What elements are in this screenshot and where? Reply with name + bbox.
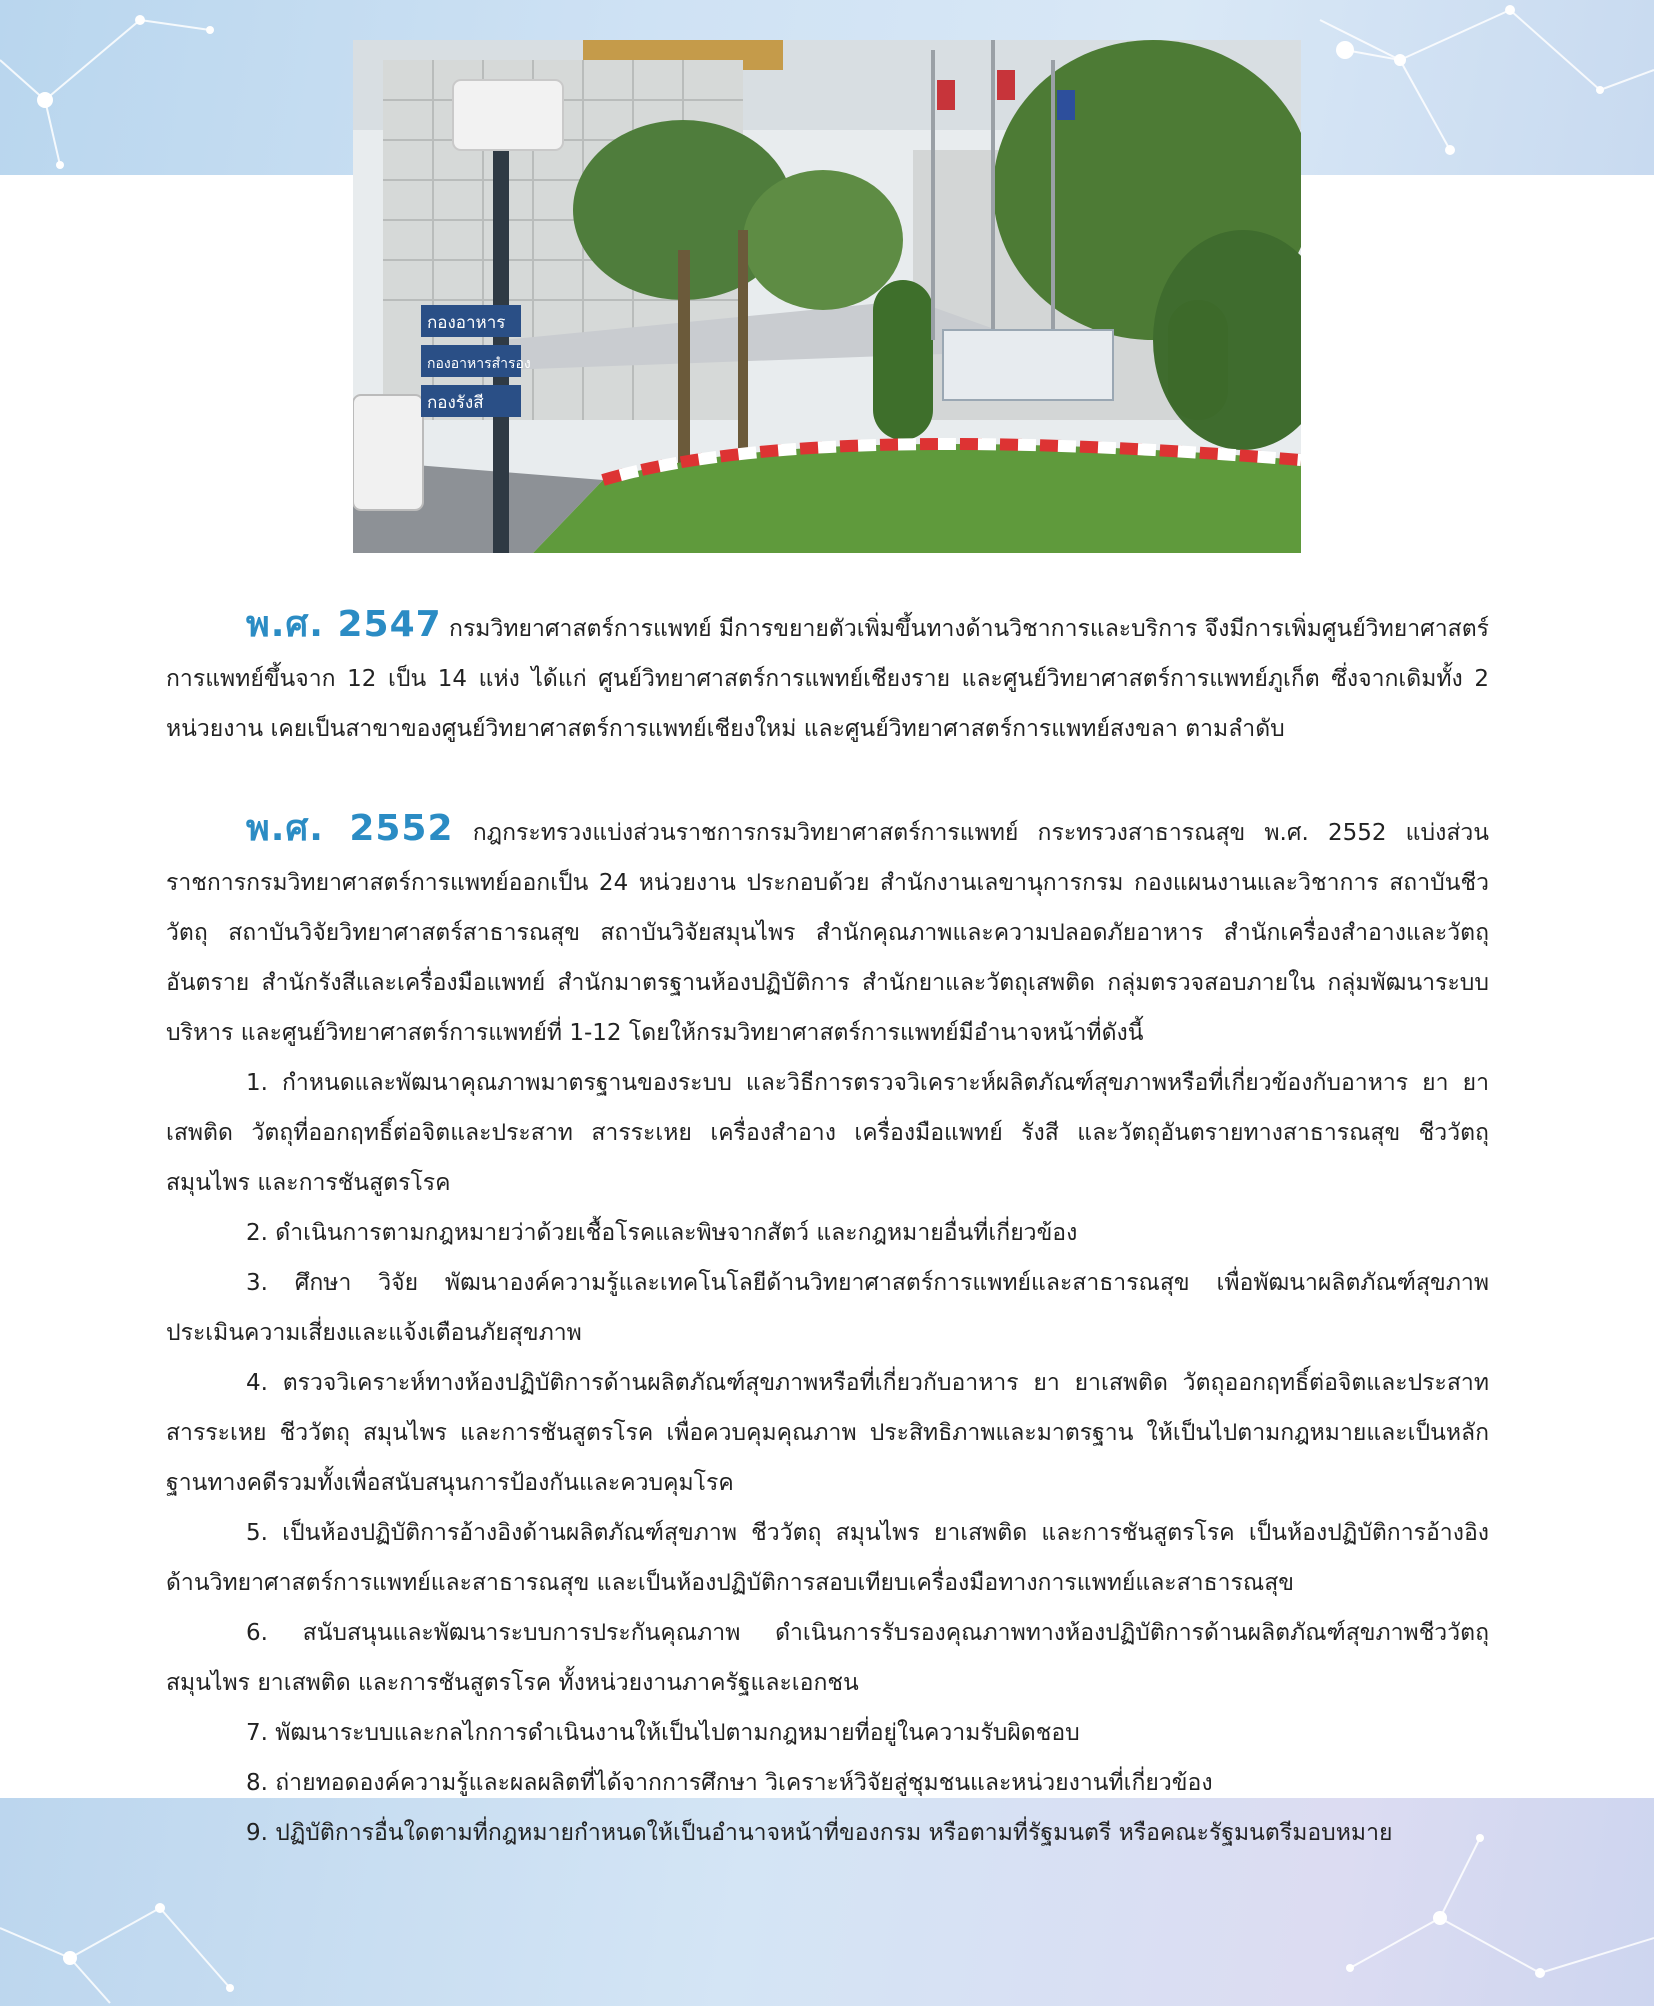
sign-food-division: กองอาหาร <box>427 313 506 333</box>
list-item: 7. พัฒนาระบบและกลไกการดำเนินงานให้เป็นไปตามกฎหมายที่อยู่ในความรับผิดชอบ <box>246 1720 1080 1746</box>
list-item: 5. เป็นห้องปฏิบัติการอ้างอิงด้านผลิตภัณฑ์สุขภาพ ชีววัตถุ สมุนไพร ยาเสพติด และการชันสูตรโรค เป็นห้องปฏิบัติการอ้างอิงด้านวิทยาศาสตร์การแพทย์และสาธารณสุข และเป็นห้องปฏิบัติการสอบเทียบเครื่องมือทางการแพทย์และสาธารณสุข <box>166 1520 1489 1596</box>
year-heading: พ.ศ. 2547 <box>246 604 442 645</box>
list-item: 4. ตรวจวิเคราะห์ทางห้องปฏิบัติการด้านผลิตภัณฑ์สุขภาพหรือที่เกี่ยวกับอาหาร ยา ยาเสพติด วัตถุออกฤทธิ์ต่อจิตและประสาท สารระเหย ชีววัตถุ สมุนไพร และการชันสูตรโรค เพื่อควบคุมคุณภาพ ประสิทธิภาพและมาตรฐาน ให้เป็นไปตามกฎหมายและเป็นหลักฐานทางคดีรวมทั้งเพื่อสนับสนุนการป้องกันและควบคุมโรค <box>166 1370 1489 1496</box>
sign-food-reserve-division: กองอาหารสำรอง <box>427 356 531 372</box>
building-photo-illustration <box>353 40 1301 553</box>
section-2552 <box>166 804 1489 1058</box>
list-item: 3. ศึกษา วิจัย พัฒนาองค์ความรู้และเทคโนโลยีด้านวิทยาศาสตร์การแพทย์และสาธารณสุข เพื่อพัฒนาผลิตภัณฑ์สุขภาพ ประเมินความเสี่ยงและแจ้งเตือนภัยสุขภาพ <box>166 1270 1489 1346</box>
duties-list <box>166 1058 1489 1858</box>
sign-radiation-division: กองรังสี <box>427 393 484 413</box>
list-item: 2. ดำเนินการตามกฎหมายว่าด้วยเชื้อโรคและพิษจากสัตว์ และกฎหมายอื่นที่เกี่ยวข้อง <box>246 1220 1078 1246</box>
list-item: 8. ถ่ายทอดองค์ความรู้และผลผลิตที่ได้จากการศึกษา วิเคราะห์วิจัยสู่ชุมชนและหน่วยงานที่เกี่ยวข้อง <box>246 1770 1213 1796</box>
main-content <box>166 600 1489 1858</box>
list-item: 1. กำหนดและพัฒนาคุณภาพมาตรฐานของระบบ และวิธีการตรวจวิเคราะห์ผลิตภัณฑ์สุขภาพหรือที่เกี่ยวข้องกับอาหาร ยา ยาเสพติด วัตถุที่ออกฤทธิ์ต่อจิตและประสาท สารระเหย เครื่องสำอาง เครื่องมือแพทย์ รังสี และวัตถุอันตรายทางสาธารณสุข ชีววัตถุ สมุนไพร และการชันสูตรโรค <box>166 1070 1489 1196</box>
direction-signs <box>421 305 531 417</box>
section-text: กรมวิทยาศาสตร์การแพทย์ มีการขยายตัวเพิ่มขึ้นทางด้านวิชาการและบริการ จึงมีการเพิ่มศูนย์วิทยาศาสตร์การแพทย์ขึ้นจาก 12 เป็น 14 แห่ง ได้แก่ ศูนย์วิทยาศาสตร์การแพทย์เชียงราย และศูนย์วิทยาศาสตร์การแพทย์ภูเก็ต ซึ่งจากเดิมทั้ง 2 หน่วยงาน เคยเป็นสาขาของศูนย์วิทยาศาสตร์การแพทย์เชียงใหม่ และศูนย์วิทยาศาสตร์การแพทย์สงขลา ตามลำดับ <box>166 616 1489 742</box>
section-text: กฎกระทรวงแบ่งส่วนราชการกรมวิทยาศาสตร์การแพทย์ กระทรวงสาธารณสุข พ.ศ. 2552 แบ่งส่วนราชการกรมวิทยาศาสตร์การแพทย์ออกเป็น 24 หน่วยงาน ประกอบด้วย สำนักงานเลขานุการกรม กองแผนงานและวิชาการ สถาบันชีววัตถุ สถาบันวิจัยวิทยาศาสตร์สาธารณสุข สถาบันวิจัยสมุนไพร สำนักคุณภาพและความปลอดภัยอาหาร สำนักเครื่องสำอางและวัตถุอันตราย สำนักรังสีและเครื่องมือแพทย์ สำนักมาตรฐานห้องปฏิบัติการ สำนักยาและวัตถุเสพติด กลุ่มตรวจสอบภายใน กลุ่มพัฒนาระบบบริหาร และศูนย์วิทยาศาสตร์การแพทย์ที่ 1-12 โดยให้กรมวิทยาศาสตร์การแพทย์มีอำนาจหน้าที่ดังนี้ <box>166 820 1489 1046</box>
list-item: 9. ปฏิบัติการอื่นใดตามที่กฎหมายกำหนดให้เป็นอำนาจหน้าที่ของกรม หรือตามที่รัฐมนตรี หรือคณะรัฐมนตรีมอบหมาย <box>246 1820 1393 1846</box>
section-2547 <box>166 600 1489 754</box>
building-photo <box>353 40 1301 553</box>
year-heading: พ.ศ. 2552 <box>246 808 454 849</box>
list-item: 6. สนับสนุนและพัฒนาระบบการประกันคุณภาพ ดำเนินการรับรองคุณภาพทางห้องปฏิบัติการด้านผลิตภัณฑ์สุขภาพชีววัตถุ สมุนไพร ยาเสพติด และการชันสูตรโรค ทั้งหน่วยงานภาครัฐและเอกชน <box>166 1620 1489 1696</box>
